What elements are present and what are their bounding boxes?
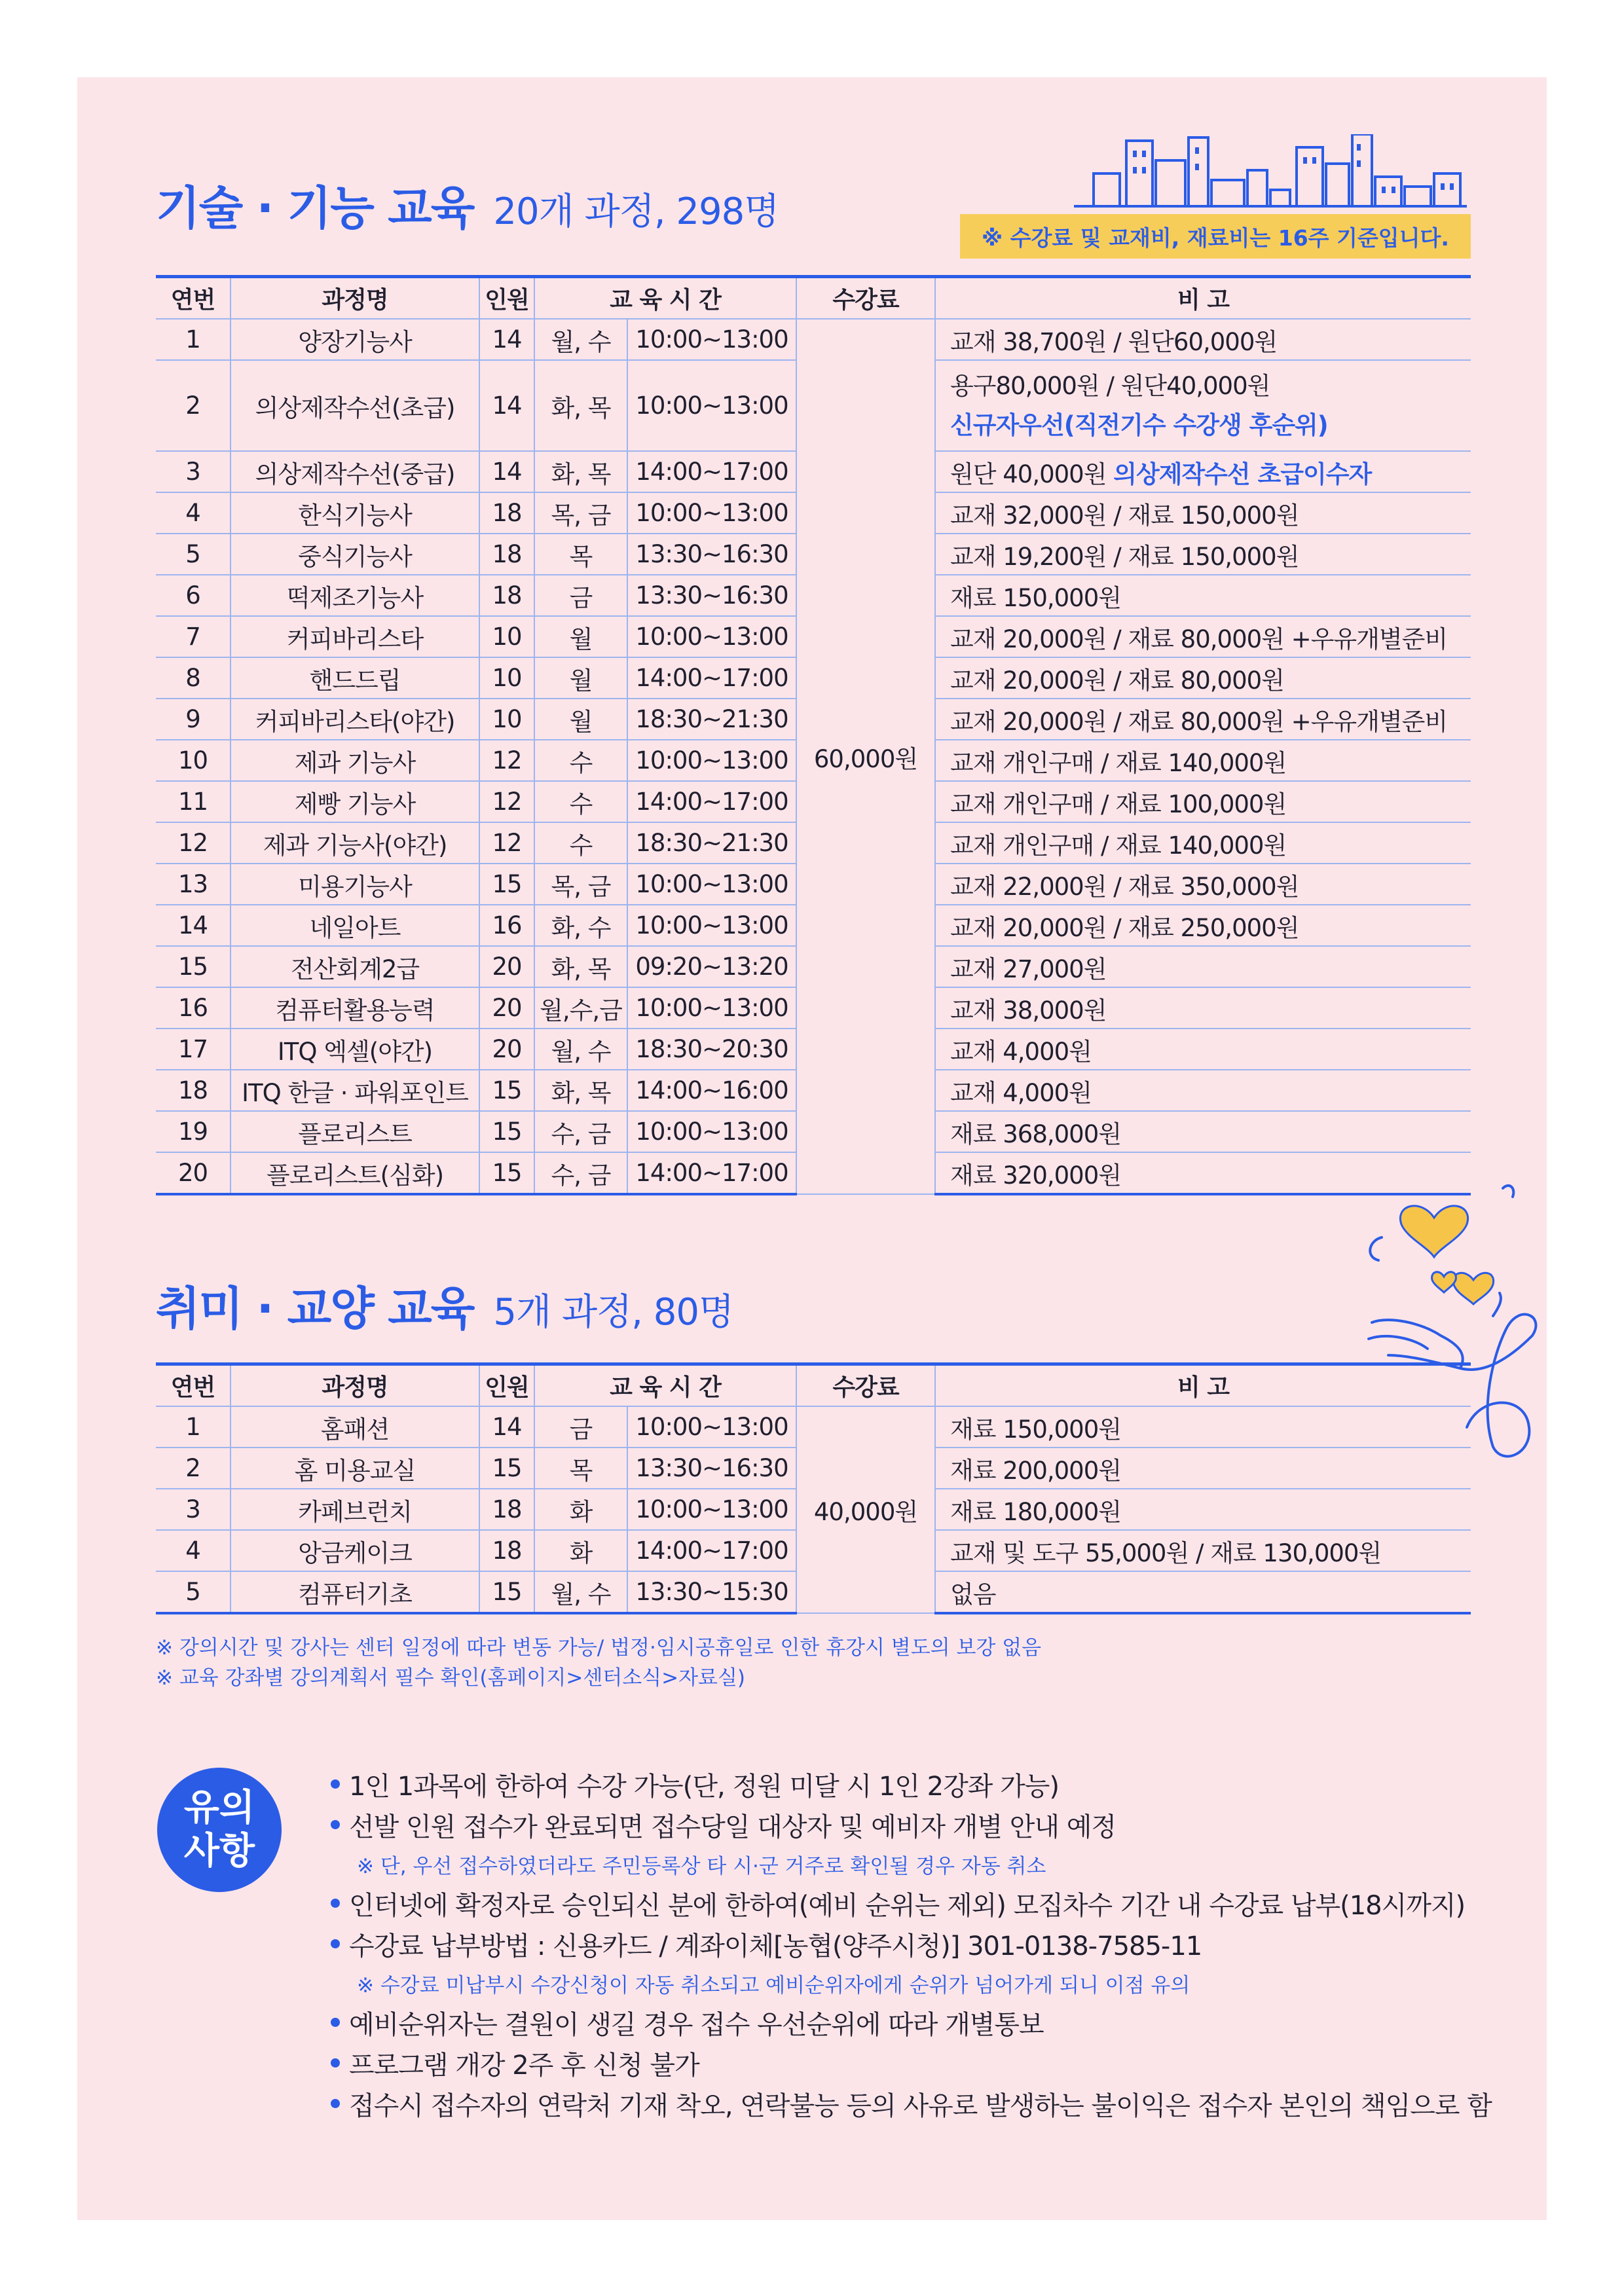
cell-note: 교재 4,000원 (935, 1070, 1471, 1111)
table-row (156, 1406, 1471, 1448)
note-highlight: 의상제작수선 초급이수자 (1113, 460, 1372, 488)
cell-day: 월, 수 (534, 1029, 627, 1070)
section1-title: 기술 · 기능 교육 (156, 181, 474, 235)
cell-name: 플로리스트 (231, 1111, 479, 1152)
cell-no: 5 (156, 534, 231, 575)
cell-time: 10:00~13:00 (627, 905, 796, 946)
cell-note: 교재 개인구매 / 재료 100,000원 (935, 781, 1471, 822)
note-line: 용구80,000원 / 원단40,000원 (950, 371, 1270, 400)
cell-people: 15 (479, 1448, 534, 1489)
cell-day: 수, 금 (534, 1152, 627, 1194)
cell-day: 월 (534, 699, 627, 740)
footnotes (156, 1633, 1041, 1693)
cell-people: 14 (479, 451, 534, 492)
section2-heading (156, 1272, 733, 1338)
cell-time: 10:00~13:00 (627, 864, 796, 905)
list-item (331, 1923, 1492, 1964)
list-item (331, 2083, 1492, 2124)
cell-no: 4 (156, 492, 231, 534)
header-time: 교 육 시 간 (534, 277, 796, 319)
cell-time: 10:00~13:00 (627, 492, 796, 534)
cell-note: 교재 20,000원 / 재료 250,000원 (935, 905, 1471, 946)
cell-note: 교재 22,000원 / 재료 350,000원 (935, 864, 1471, 905)
cell-people: 14 (479, 1406, 534, 1448)
cell-people: 15 (479, 1571, 534, 1613)
cell-day: 월 (534, 657, 627, 699)
cell-people: 12 (479, 781, 534, 822)
header-no: 연번 (156, 1364, 231, 1407)
cell-no: 3 (156, 451, 231, 492)
caution-text: 1인 1과목에 한하여 수강 가능(단, 정원 미달 시 1인 2강좌 가능) (349, 1771, 1059, 1802)
caution-text: 예비순위자는 결원이 생길 경우 접수 우선순위에 따라 개별통보 (349, 2009, 1044, 2040)
caution-subnote: ※ 단, 우선 접수하였더라도 주민등록상 타 시·군 거주로 확인될 경우 자동 취소 (357, 1854, 1046, 1878)
cell-day: 월, 수 (534, 1571, 627, 1613)
cell-no: 4 (156, 1530, 231, 1571)
cell-name: 앙금케이크 (231, 1530, 479, 1571)
bullet-icon (331, 2018, 340, 2027)
cell-day: 화, 목 (534, 1070, 627, 1111)
cell-name: 커피바리스타 (231, 616, 479, 657)
cell-note: 교재 20,000원 / 재료 80,000원 +우유개별준비 (935, 699, 1471, 740)
section1-subtitle: 20개 과정, 298명 (493, 191, 779, 233)
cell-people: 20 (479, 1029, 534, 1070)
cell-day: 수, 금 (534, 1111, 627, 1152)
header-fee: 수강료 (796, 1364, 935, 1407)
caution-text: 선발 인원 접수가 완료되면 접수당일 대상자 및 예비자 개별 안내 예정 (349, 1812, 1116, 1842)
header-people: 인원 (479, 1364, 534, 1407)
cell-no: 13 (156, 864, 231, 905)
caution-subnote: ※ 수강료 미납부시 수강신청이 자동 취소되고 예비순위자에게 순위가 넘어가게 되니 이점 유의 (357, 1973, 1190, 1997)
cell-no: 9 (156, 699, 231, 740)
header-name: 과정명 (231, 1364, 479, 1407)
cell-time: 14:00~17:00 (627, 781, 796, 822)
caution-text: 인터넷에 확정자로 승인되신 분에 한하여(예비 순위는 제외) 모집차수 기간 내 수강료 납부(18시까지) (349, 1890, 1466, 1921)
city-skyline-icon (1074, 134, 1467, 210)
cell-no: 20 (156, 1152, 231, 1194)
cell-time: 10:00~13:00 (627, 987, 796, 1029)
cell-note: 교재 38,000원 (935, 987, 1471, 1029)
cell-no: 17 (156, 1029, 231, 1070)
cell-people: 18 (479, 1489, 534, 1530)
cell-no: 1 (156, 1406, 231, 1448)
cell-no: 12 (156, 822, 231, 864)
cell-day: 목, 금 (534, 864, 627, 905)
cell-day: 화 (534, 1530, 627, 1571)
cell-people: 15 (479, 1152, 534, 1194)
list-item (331, 2002, 1492, 2043)
cell-time: 10:00~13:00 (627, 616, 796, 657)
cell-time: 10:00~13:00 (627, 360, 796, 451)
cell-note: 교재 및 도구 55,000원 / 재료 130,000원 (935, 1530, 1471, 1571)
cell-name: 컴퓨터기초 (231, 1571, 479, 1613)
cell-name: 네일아트 (231, 905, 479, 946)
caution-text: 접수시 접수자의 연락처 기재 착오, 연락불능 등의 사유로 발생하는 불이익은 접수자 본인의 책임으로 함 (349, 2090, 1492, 2121)
cell-name: 컴퓨터활용능력 (231, 987, 479, 1029)
cell-time: 14:00~16:00 (627, 1070, 796, 1111)
cell-day: 금 (534, 1406, 627, 1448)
cell-day: 월,수,금 (534, 987, 627, 1029)
cell-people: 10 (479, 699, 534, 740)
cell-note (935, 360, 1471, 451)
cell-note: 교재 개인구매 / 재료 140,000원 (935, 740, 1471, 781)
cell-people: 15 (479, 1070, 534, 1111)
footnote-line: ※ 교육 강좌별 강의계획서 필수 확인(홈페이지>센터소식>자료실) (156, 1666, 746, 1690)
technical-course-table (156, 275, 1471, 1195)
fee-basis-notice: ※ 수강료 및 교재비, 재료비는 16주 기준입니다. (960, 214, 1471, 259)
cell-no: 19 (156, 1111, 231, 1152)
cell-note: 교재 38,700원 / 원단60,000원 (935, 319, 1471, 360)
note-line: 원단 40,000원 (950, 460, 1107, 488)
cell-no: 8 (156, 657, 231, 699)
cell-note: 교재 20,000원 / 재료 80,000원 (935, 657, 1471, 699)
cell-day: 화, 목 (534, 451, 627, 492)
cell-people: 14 (479, 360, 534, 451)
cell-people: 12 (479, 740, 534, 781)
header-note: 비 고 (935, 1364, 1471, 1407)
footnote-line: ※ 강의시간 및 강사는 센터 일정에 따라 변동 가능/ 법정·임시공휴일로 인한 휴강시 별도의 보강 없음 (156, 1636, 1042, 1660)
cell-note: 교재 20,000원 / 재료 80,000원 +우유개별준비 (935, 616, 1471, 657)
cell-time: 14:00~17:00 (627, 657, 796, 699)
cell-note (935, 451, 1471, 492)
cell-name: 홈 미용교실 (231, 1448, 479, 1489)
cell-name: 전산회계2급 (231, 946, 479, 987)
header-name: 과정명 (231, 277, 479, 319)
cell-no: 5 (156, 1571, 231, 1613)
cell-time: 13:30~16:30 (627, 1448, 796, 1489)
list-item (331, 1883, 1492, 1923)
table-header-row (156, 277, 1471, 319)
cell-name: 제과 기능사 (231, 740, 479, 781)
caution-text: 수강료 납부방법 : 신용카드 / 계좌이체[농협(양주시청)] 301-0138-7585-11 (349, 1931, 1202, 1961)
bullet-icon (331, 2058, 340, 2068)
cell-no: 10 (156, 740, 231, 781)
cell-time: 10:00~13:00 (627, 1111, 796, 1152)
cell-name: 플로리스트(심화) (231, 1152, 479, 1194)
cell-people: 16 (479, 905, 534, 946)
header-note: 비 고 (935, 277, 1471, 319)
cell-time: 14:00~17:00 (627, 1530, 796, 1571)
cell-name: 커피바리스타(야간) (231, 699, 479, 740)
cell-name: 핸드드립 (231, 657, 479, 699)
cell-day: 화, 목 (534, 360, 627, 451)
cell-day: 수 (534, 781, 627, 822)
caution-text: 프로그램 개강 2주 후 신청 불가 (349, 2050, 699, 2081)
cell-time: 09:20~13:20 (627, 946, 796, 987)
cell-people: 10 (479, 657, 534, 699)
cell-day: 금 (534, 575, 627, 616)
cell-time: 14:00~17:00 (627, 1152, 796, 1194)
cell-time: 18:30~21:30 (627, 822, 796, 864)
cell-people: 20 (479, 987, 534, 1029)
header-time: 교 육 시 간 (534, 1364, 796, 1407)
cell-note: 교재 개인구매 / 재료 140,000원 (935, 822, 1471, 864)
list-item (331, 1764, 1492, 1804)
caution-list (331, 1764, 1492, 2124)
cell-name: 의상제작수선(초급) (231, 360, 479, 451)
cell-name: 중식기능사 (231, 534, 479, 575)
cell-day: 화 (534, 1489, 627, 1530)
cell-name: 제과 기능사(야간) (231, 822, 479, 864)
cell-note: 재료 320,000원 (935, 1152, 1471, 1194)
cell-note: 교재 27,000원 (935, 946, 1471, 987)
cell-people: 15 (479, 864, 534, 905)
cell-note: 교재 4,000원 (935, 1029, 1471, 1070)
bullet-icon (331, 1820, 340, 1829)
section2-subtitle: 5개 과정, 80명 (493, 1291, 734, 1334)
cell-day: 수 (534, 822, 627, 864)
badge-line2: 사항 (183, 1830, 255, 1872)
cell-people: 15 (479, 1111, 534, 1152)
cell-day: 목, 금 (534, 492, 627, 534)
cell-name: ITQ 엑셀(야간) (231, 1029, 479, 1070)
cell-name: ITQ 한글 · 파워포인트 (231, 1070, 479, 1111)
cell-day: 수 (534, 740, 627, 781)
bullet-icon (331, 1899, 340, 1908)
cell-no: 16 (156, 987, 231, 1029)
cell-name: 홈패션 (231, 1406, 479, 1448)
cell-day: 목 (534, 1448, 627, 1489)
bullet-icon (331, 1779, 340, 1789)
cell-note: 교재 19,200원 / 재료 150,000원 (935, 534, 1471, 575)
cell-time: 10:00~13:00 (627, 319, 796, 360)
cell-time: 18:30~21:30 (627, 699, 796, 740)
table-row (156, 319, 1471, 360)
cell-time: 13:30~16:30 (627, 575, 796, 616)
cell-time: 14:00~17:00 (627, 451, 796, 492)
cell-people: 12 (479, 822, 534, 864)
cell-no: 15 (156, 946, 231, 987)
cell-no: 3 (156, 1489, 231, 1530)
list-item (331, 1804, 1492, 1845)
cell-no: 1 (156, 319, 231, 360)
cell-people: 18 (479, 1530, 534, 1571)
cell-day: 화, 목 (534, 946, 627, 987)
cell-no: 7 (156, 616, 231, 657)
cell-name: 양장기능사 (231, 319, 479, 360)
bullet-icon (331, 2099, 340, 2108)
cell-people: 18 (479, 492, 534, 534)
cell-time: 10:00~13:00 (627, 740, 796, 781)
cell-day: 목 (534, 534, 627, 575)
caution-badge (157, 1768, 282, 1892)
cell-time: 10:00~13:00 (627, 1489, 796, 1530)
cell-name: 제빵 기능사 (231, 781, 479, 822)
cell-note: 재료 368,000원 (935, 1111, 1471, 1152)
cell-fee: 40,000원 (796, 1406, 935, 1613)
cell-note: 교재 32,000원 / 재료 150,000원 (935, 492, 1471, 534)
cell-people: 20 (479, 946, 534, 987)
cell-no: 18 (156, 1070, 231, 1111)
list-item (331, 2043, 1492, 2083)
cell-time: 18:30~20:30 (627, 1029, 796, 1070)
bullet-icon (331, 1939, 340, 1948)
cell-note: 없음 (935, 1571, 1471, 1613)
cell-note: 재료 150,000원 (935, 1406, 1471, 1448)
cell-name: 의상제작수선(중급) (231, 451, 479, 492)
cell-people: 18 (479, 534, 534, 575)
section2-title: 취미 · 교양 교육 (156, 1282, 474, 1336)
cell-fee: 60,000원 (796, 319, 935, 1194)
cell-no: 11 (156, 781, 231, 822)
cell-no: 2 (156, 360, 231, 451)
cell-name: 한식기능사 (231, 492, 479, 534)
cell-time: 13:30~15:30 (627, 1571, 796, 1613)
badge-line1: 유의 (183, 1787, 255, 1829)
header-no: 연번 (156, 277, 231, 319)
cell-no: 6 (156, 575, 231, 616)
cell-people: 14 (479, 319, 534, 360)
cell-name: 떡제조기능사 (231, 575, 479, 616)
note-highlight: 신규자우선(직전기수 수강생 후순위) (950, 410, 1328, 439)
cell-no: 2 (156, 1448, 231, 1489)
cell-people: 10 (479, 616, 534, 657)
header-fee: 수강료 (796, 277, 935, 319)
cell-time: 10:00~13:00 (627, 1406, 796, 1448)
cell-day: 화, 수 (534, 905, 627, 946)
table-header-row (156, 1364, 1471, 1407)
cell-note: 재료 180,000원 (935, 1489, 1471, 1530)
section1-heading (156, 172, 779, 238)
hobby-course-table (156, 1362, 1471, 1614)
header-people: 인원 (479, 277, 534, 319)
cell-note: 재료 200,000원 (935, 1448, 1471, 1489)
cell-name: 미용기능사 (231, 864, 479, 905)
cell-day: 월 (534, 616, 627, 657)
cell-note: 재료 150,000원 (935, 575, 1471, 616)
cell-no: 14 (156, 905, 231, 946)
cell-name: 카페브런치 (231, 1489, 479, 1530)
cell-time: 13:30~16:30 (627, 534, 796, 575)
cell-people: 18 (479, 575, 534, 616)
cell-day: 월, 수 (534, 319, 627, 360)
